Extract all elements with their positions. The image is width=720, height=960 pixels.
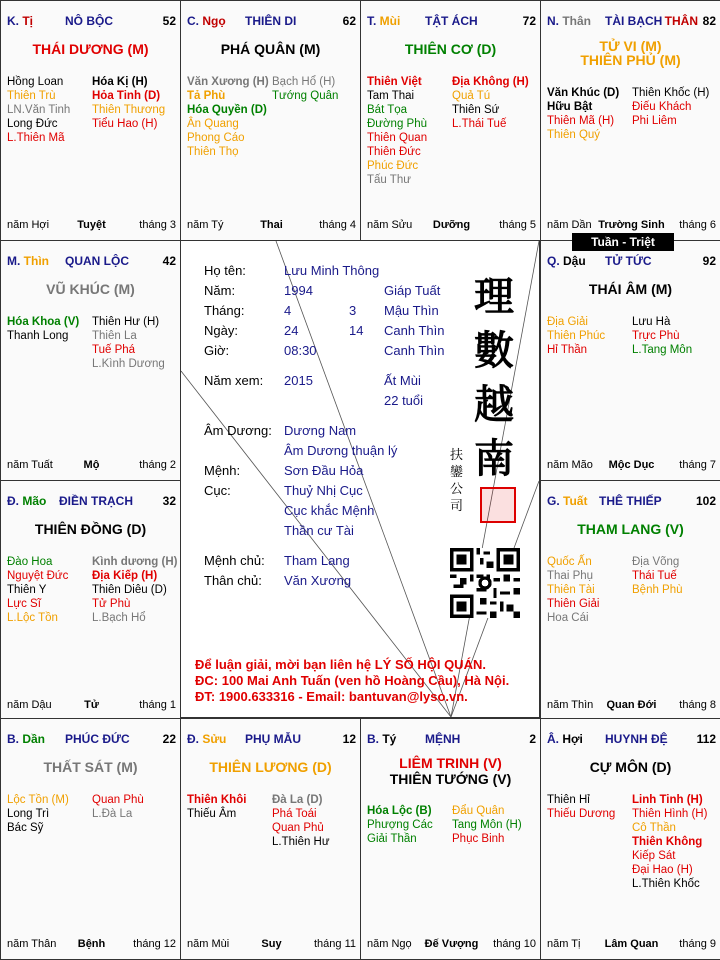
gio-can-chi: Canh Thìn	[384, 343, 445, 358]
minor-star: Tuế Phá	[92, 344, 136, 356]
minor-star: Thiên Tài	[547, 584, 595, 596]
signature-char: 鑾	[450, 465, 464, 480]
palace-cell[interactable]	[0, 240, 181, 481]
palace-cell[interactable]	[0, 480, 181, 721]
than-chu-value: Văn Xương	[284, 573, 352, 588]
minor-star: Hóa Kị (H)	[92, 76, 148, 88]
minor-star: Thiên Không	[632, 836, 703, 848]
minor-star: Đại Hao (H)	[632, 864, 693, 876]
palace-header	[367, 732, 536, 748]
main-star: PHÁ QUÂN (M)	[220, 41, 321, 57]
star-column-left	[7, 555, 68, 625]
palace-can-chi: C. Ngọ	[187, 14, 226, 28]
palace-header	[187, 732, 356, 748]
truong-sinh-stage: Thai	[260, 219, 283, 231]
palace-name: TỬ TỨC	[605, 254, 652, 268]
minor-star: Quả Tú	[452, 90, 491, 102]
palace-name: ĐIỀN TRẠCH	[59, 494, 133, 508]
minor-star: Thiên Mã (H)	[547, 115, 615, 127]
minor-star: Thiên Trù	[7, 90, 56, 102]
palace-cell[interactable]	[0, 0, 181, 241]
palace-footer	[367, 219, 536, 233]
palace-footer	[547, 699, 716, 713]
palace-name: TẬT ÁCH	[425, 14, 478, 28]
month-label: tháng 12	[133, 938, 176, 950]
minor-star: L.Lộc Tồn	[7, 612, 58, 624]
year-branch: năm Thìn	[547, 699, 594, 711]
minor-star: Hóa Khoa (V)	[7, 316, 80, 328]
palace-header	[7, 254, 176, 270]
minor-star: Địa Võng	[632, 556, 680, 568]
minor-star: Thiếu Dương	[547, 808, 616, 820]
minor-star: Ân Quang	[187, 118, 239, 130]
minor-star: Tử Phù	[92, 598, 131, 610]
minor-star: Nguyệt Đức	[7, 570, 69, 582]
minor-star: Đà La (D)	[272, 794, 323, 806]
palace-name: NÔ BỘC	[65, 14, 113, 28]
minor-star: Thiên Việt	[367, 76, 422, 88]
palace-name: QUAN LỘC	[65, 254, 129, 268]
star-column-right	[92, 793, 144, 821]
minor-star: Phục Binh	[452, 833, 505, 845]
minor-star: Quan Phủ	[272, 822, 324, 834]
minor-star: Phong Cáo	[187, 132, 245, 144]
truong-sinh-stage: Mộc Dục	[608, 459, 655, 471]
minor-star: Thiên Quan	[367, 132, 428, 144]
year-branch: năm Mão	[547, 459, 593, 471]
minor-star: Thai Phụ	[547, 570, 594, 582]
nam-xem-value: 2015	[284, 373, 313, 388]
signature-char: 公	[450, 482, 464, 497]
star-column-left	[547, 86, 619, 142]
nam-can-chi: Giáp Tuất	[384, 283, 441, 298]
palace-header	[187, 14, 356, 30]
minor-star: Hỏa Tinh (D)	[92, 90, 161, 102]
month-label: tháng 9	[679, 938, 716, 950]
star-column-left	[367, 804, 433, 846]
truong-sinh-stage: Tuyệt	[77, 219, 106, 231]
ngay-can-chi: Canh Thìn	[384, 323, 445, 338]
palace-can-chi: B. Tý	[367, 732, 397, 746]
palace-number: 72	[522, 14, 536, 28]
star-column-left	[547, 555, 599, 625]
palace-number: 32	[162, 494, 176, 508]
palace-can-chi: N. Thân	[547, 14, 592, 28]
signature-char: 司	[450, 499, 464, 514]
palace-footer	[547, 219, 716, 233]
palace-footer	[187, 938, 356, 952]
minor-star: Thiên Thương	[92, 104, 166, 116]
star-column-right	[92, 555, 177, 625]
minor-star: Tướng Quân	[272, 90, 339, 102]
month-label: tháng 4	[319, 219, 356, 231]
star-column-right	[632, 86, 709, 128]
ho-ten-label: Họ tên:	[204, 263, 246, 278]
minor-star: Thiên Phúc	[547, 330, 606, 342]
minor-star: Phượng Các	[367, 819, 433, 831]
minor-star: Thiên Y	[7, 584, 47, 596]
thang-label: Tháng:	[204, 303, 245, 318]
minor-star: Phá Toái	[272, 808, 317, 820]
minor-star: Thanh Long	[7, 330, 69, 342]
minor-star: Hữu Bật	[547, 101, 593, 113]
calligraphy-char: 越	[474, 381, 514, 428]
nam-xem-label: Năm xem:	[204, 373, 264, 388]
calligraphy-char: 數	[474, 327, 514, 374]
main-star: THIÊN CƠ (D)	[404, 41, 497, 57]
minor-star: Linh Tinh (H)	[632, 794, 703, 806]
ho-ten-value: Lưu Minh Thông	[284, 263, 380, 278]
minor-star: Bệnh Phù	[632, 584, 683, 596]
palace-footer	[7, 699, 176, 713]
minor-star: L.Kình Dương	[92, 358, 165, 370]
menh-chu-label: Mệnh chủ:	[204, 553, 265, 568]
main-star: THẤT SÁT (M)	[43, 759, 138, 775]
month-label: tháng 1	[139, 699, 176, 711]
truong-sinh-stage: Đế Vượng	[424, 938, 479, 950]
main-star: THIÊN PHỦ (M)	[580, 52, 681, 68]
signature-char: 扶	[450, 448, 464, 463]
palace-name: PHÚC ĐỨC	[65, 732, 130, 746]
palace-header	[7, 14, 176, 30]
minor-star: Thái Tuế	[632, 570, 677, 582]
minor-star: Văn Khúc (D)	[547, 87, 620, 99]
minor-star: Lực Sĩ	[7, 598, 41, 610]
minor-star: Hóa Quyền (D)	[187, 104, 267, 116]
palace-footer	[7, 938, 176, 952]
palace-can-chi: B. Dần	[7, 732, 46, 746]
year-branch: năm Dần	[547, 219, 592, 231]
minor-star: Lưu Hà	[632, 316, 671, 328]
main-star: TỬ VI (M)	[599, 38, 662, 54]
calligraphy-char: 南	[474, 435, 514, 482]
truong-sinh-stage: Tử	[84, 699, 99, 711]
palace-number: 82	[702, 14, 716, 28]
calligraphy-char: 理	[474, 273, 514, 320]
star-column-right	[452, 804, 522, 846]
minor-star: Kiếp Sát	[632, 850, 676, 862]
month-label: tháng 7	[679, 459, 716, 471]
palace-cell[interactable]	[540, 480, 720, 721]
minor-star: Đào Hoa	[7, 556, 53, 568]
main-star: THAM LANG (V)	[577, 521, 684, 537]
minor-star: Long Trì	[7, 808, 50, 820]
palace-header	[547, 14, 716, 30]
minor-star: L.Thiên Mã	[7, 132, 65, 144]
month-label: tháng 8	[679, 699, 716, 711]
palace-cell[interactable]	[360, 0, 541, 241]
star-column-right	[452, 75, 529, 131]
am-duong-value: Dương Nam	[284, 423, 357, 438]
palace-name: HUYNH ĐỆ	[605, 732, 668, 746]
minor-star: Thiên La	[92, 330, 137, 342]
nam-value: 1994	[284, 283, 313, 298]
palace-number: 22	[162, 732, 176, 746]
minor-star: Thiếu Âm	[187, 808, 237, 820]
contact-phone-email[interactable]: ĐT: 1900.633316 - Email: bantuvan@lyso.vn.	[195, 689, 468, 704]
minor-star: L.Tang Môn	[632, 344, 693, 356]
truong-sinh-stage: Dưỡng	[432, 219, 471, 231]
palace-number: 102	[695, 494, 716, 508]
than-marker: THÂN	[664, 14, 698, 28]
gio-label: Giờ:	[204, 343, 230, 358]
star-column-right	[272, 75, 338, 103]
month-label: tháng 5	[499, 219, 536, 231]
palace-header	[7, 732, 176, 748]
minor-star: L.Đà La	[92, 808, 133, 820]
palace-header	[547, 494, 716, 510]
contact-line-1: Để luận giải, mời bạn liên hệ LÝ SỐ HỘI QUÁN.	[195, 657, 486, 672]
palace-footer	[7, 459, 176, 473]
cuc-note-2: Thần cư Tài	[284, 523, 354, 538]
star-column-right	[272, 793, 330, 849]
star-column-left	[367, 75, 427, 187]
star-column-left	[187, 75, 269, 159]
star-column-left	[187, 793, 246, 821]
month-label: tháng 6	[679, 219, 716, 231]
am-duong-label: Âm Dương:	[204, 423, 272, 438]
minor-star: Đường Phù	[367, 118, 427, 130]
contact-address: ĐC: 100 Mai Anh Tuấn (ven hồ Hoàng Cầu), Hà Nội.	[195, 673, 510, 688]
minor-star: Hóa Lộc (B)	[367, 805, 432, 817]
minor-star: L.Bạch Hổ	[92, 612, 146, 624]
minor-star: Thiên Khôi	[187, 794, 247, 806]
thang-can-chi: Mậu Thìn	[384, 303, 439, 318]
minor-star: LN.Văn Tinh	[7, 104, 71, 116]
minor-star: Thiên Giải	[547, 598, 600, 610]
star-column-right	[632, 555, 683, 597]
minor-star: Thiên Đức	[367, 146, 421, 158]
minor-star: Địa Kiếp (H)	[92, 570, 158, 582]
minor-star: Thiên Diêu (D)	[92, 584, 167, 596]
minor-star: Lộc Tồn (M)	[7, 794, 69, 806]
palace-can-chi: Đ. Sửu	[187, 732, 227, 746]
minor-star: Thiên Sứ	[452, 104, 500, 116]
calligraphy-logo	[470, 270, 518, 486]
month-label: tháng 2	[139, 459, 176, 471]
star-column-left	[7, 315, 79, 343]
main-star: THÁI ÂM (M)	[588, 281, 673, 297]
palace-can-chi: Q. Dậu	[547, 254, 586, 268]
year-branch: năm Mùi	[187, 938, 230, 950]
palace-can-chi: Đ. Mão	[7, 494, 47, 508]
palace-header	[7, 494, 176, 510]
palace-can-chi: M. Thìn	[7, 254, 49, 268]
minor-star: Long Đức	[7, 118, 58, 130]
palace-footer	[547, 459, 716, 473]
palace-name: PHỤ MẪU	[245, 732, 301, 746]
palace-footer	[187, 219, 356, 233]
minor-star: Phi Liêm	[632, 115, 677, 127]
minor-star: L.Thiên Hư	[272, 836, 330, 848]
main-star: VŨ KHÚC (M)	[46, 281, 135, 297]
year-branch: năm Hợi	[7, 219, 50, 231]
minor-star: Cô Thần	[632, 822, 676, 834]
palace-can-chi: G. Tuất	[547, 494, 588, 508]
year-branch: năm Tị	[547, 938, 581, 950]
palace-cell[interactable]	[540, 718, 720, 960]
minor-star: Văn Xương (H)	[187, 76, 269, 88]
truong-sinh-stage: Mộ	[83, 459, 100, 471]
truong-sinh-stage: Suy	[261, 938, 282, 950]
minor-star: Thiên Khốc (H)	[632, 87, 710, 99]
minor-star: Thiên Hỉ	[547, 794, 590, 806]
ngay-label: Ngày:	[204, 323, 238, 338]
month-label: tháng 11	[313, 938, 356, 950]
year-branch: năm Tuất	[7, 459, 53, 471]
palace-cell[interactable]	[180, 0, 361, 241]
minor-star: Bác Sỹ	[7, 822, 44, 834]
palace-number: 2	[529, 732, 536, 746]
palace-cell[interactable]	[180, 718, 361, 960]
cuc-value: Thuỷ Nhị Cục	[284, 483, 363, 498]
minor-star: Tiểu Hao (H)	[92, 118, 158, 130]
minor-star: Thiên Thọ	[187, 146, 239, 158]
palace-number: 112	[696, 732, 716, 746]
red-seal-icon	[480, 487, 516, 523]
minor-star: L.Thái Tuế	[452, 118, 507, 130]
main-star: CỰ MÔN (D)	[589, 759, 672, 775]
minor-star: Quan Phù	[92, 794, 144, 806]
year-branch: năm Sửu	[367, 219, 413, 231]
palace-number: 12	[342, 732, 356, 746]
palace-can-chi: K. Tị	[7, 14, 34, 28]
palace-cell[interactable]	[0, 718, 181, 960]
star-column-left	[7, 75, 70, 145]
ngay-value: 24	[284, 323, 299, 338]
minor-star: Điếu Khách	[632, 101, 692, 113]
palace-name: THIÊN DI	[245, 14, 297, 28]
am-duong-note: Âm Dương thuận lý	[284, 443, 398, 458]
minor-star: Quốc Ấn	[547, 556, 592, 568]
contact-block	[195, 657, 509, 705]
menh-chu-value: Tham Lang	[284, 553, 350, 568]
gio-value: 08:30	[284, 343, 317, 358]
minor-star: Bát Tọa	[367, 104, 408, 116]
minor-star: Đẩu Quân	[452, 805, 505, 817]
truong-sinh-stage: Lâm Quan	[604, 938, 659, 950]
cuc-label: Cục:	[204, 483, 231, 498]
minor-star: Địa Giải	[547, 316, 588, 328]
star-column-right	[92, 315, 165, 371]
year-branch: năm Dậu	[7, 699, 52, 711]
star-column-left	[7, 793, 69, 835]
palace-header	[547, 254, 716, 270]
nam-label: Năm:	[204, 283, 236, 298]
palace-cell[interactable]	[540, 240, 720, 481]
main-star: THIÊN TƯỚNG (V)	[389, 771, 512, 787]
palace-name: TÀI BẠCH	[605, 14, 663, 28]
minor-star: Tả Phù	[187, 90, 226, 102]
minor-star: Tấu Thư	[367, 174, 411, 186]
minor-star: Hỉ Thần	[547, 344, 588, 356]
minor-star: Trực Phù	[632, 330, 680, 342]
minor-star: Kình dương (H)	[92, 556, 178, 568]
minor-star: Phúc Đức	[367, 160, 419, 172]
main-star: THIÊN LƯƠNG (D)	[209, 759, 332, 775]
minor-star: Tang Môn (H)	[452, 819, 522, 831]
palace-name: THÊ THIẾP	[599, 494, 662, 508]
minor-star: Hoa Cái	[547, 612, 589, 624]
truong-sinh-stage: Quan Đới	[606, 699, 657, 711]
minor-star: Thiên Hình (H)	[632, 808, 708, 820]
palace-name: MỆNH	[425, 732, 461, 746]
tuan-triet-badge: Tuần - Triệt	[572, 233, 674, 251]
palace-number: 52	[162, 14, 176, 28]
palace-number: 92	[702, 254, 716, 268]
menh-value: Sơn Đầu Hỏa	[284, 463, 364, 478]
palace-cell[interactable]	[360, 718, 541, 960]
month-label: tháng 3	[139, 219, 176, 231]
palace-number: 62	[342, 14, 356, 28]
star-column-left	[547, 793, 615, 821]
month-label: tháng 10	[493, 938, 536, 950]
truong-sinh-stage: Bệnh	[77, 938, 106, 950]
palace-header	[547, 732, 716, 748]
minor-star: Giải Thần	[367, 833, 417, 845]
thang-am-lich: 3	[349, 303, 357, 318]
tuoi-value: 22 tuổi	[384, 393, 424, 408]
qr-code-icon[interactable]	[450, 548, 520, 618]
year-branch: năm Thân	[7, 938, 57, 950]
minor-star: Thiên Quý	[547, 129, 601, 141]
star-column-right	[632, 793, 707, 891]
minor-star: L.Thiên Khốc	[632, 878, 700, 890]
star-column-left	[547, 315, 605, 357]
nam-xem-can-chi: Ất Mùi	[384, 373, 421, 388]
palace-footer	[7, 219, 176, 233]
minor-star: Thiên Hư (H)	[92, 316, 160, 328]
palace-number: 42	[162, 254, 176, 268]
calligraphy-signature	[450, 447, 466, 515]
main-star: THIÊN ĐỒNG (D)	[34, 521, 147, 537]
palace-cell[interactable]	[540, 0, 720, 241]
minor-star: Bạch Hổ (H)	[272, 76, 336, 88]
minor-star: Hồng Loan	[7, 76, 64, 88]
palace-footer	[367, 938, 536, 952]
year-branch: năm Ngọ	[367, 938, 412, 950]
minor-star: Địa Không (H)	[452, 76, 529, 88]
main-star: LIÊM TRINH (V)	[399, 755, 502, 771]
than-chu-label: Thân chủ:	[204, 573, 262, 588]
thang-value: 4	[284, 303, 292, 318]
cuc-note: Cục khắc Mệnh	[284, 503, 375, 518]
palace-header	[367, 14, 536, 30]
palace-can-chi: T. Mùi	[367, 14, 401, 28]
menh-label: Mệnh:	[204, 463, 241, 478]
star-column-right	[632, 315, 692, 357]
main-star: THÁI DƯƠNG (M)	[32, 41, 149, 57]
year-branch: năm Tý	[187, 219, 224, 231]
palace-can-chi: Â. Hợi	[547, 732, 583, 746]
star-column-right	[92, 75, 165, 131]
palace-footer	[547, 938, 716, 952]
ngay-am-lich: 14	[349, 323, 364, 338]
truong-sinh-stage: Trường Sinh	[598, 219, 665, 231]
minor-star: Tam Thai	[367, 90, 415, 102]
